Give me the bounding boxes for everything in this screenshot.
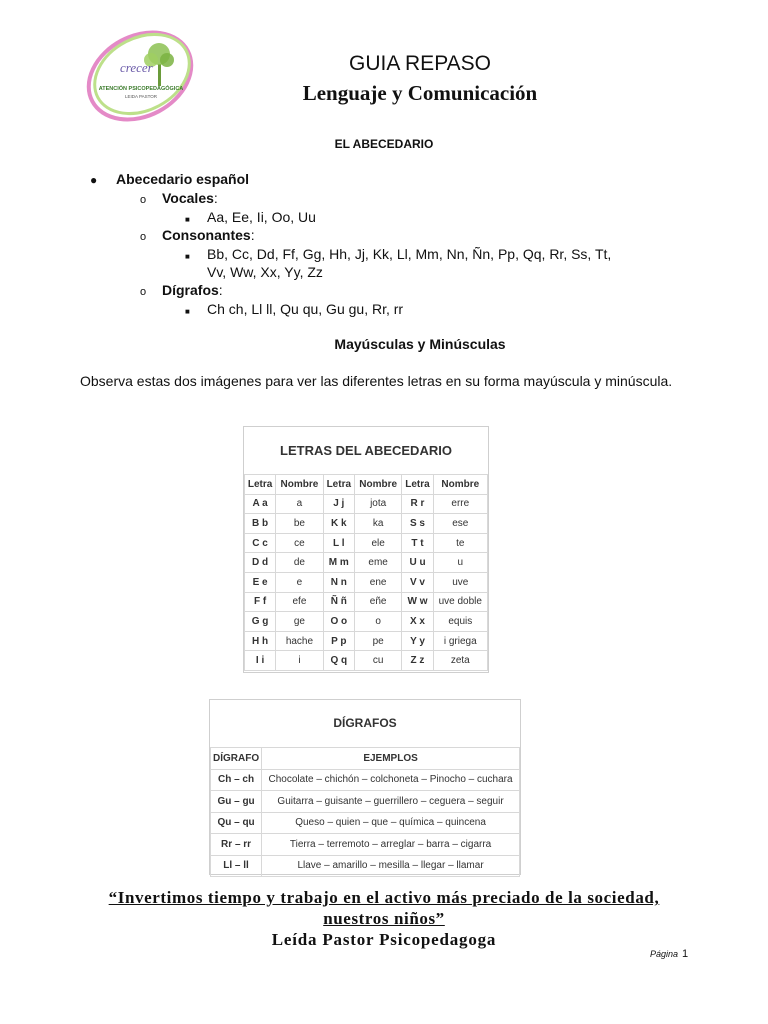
table-header: Letra [323, 475, 354, 495]
colon-text: : [213, 190, 218, 206]
bullet-square-icon: ■ [185, 307, 190, 316]
vocales-label: Vocales [162, 190, 214, 206]
table-cell: Queso – quien – que – química – quincena [262, 812, 520, 834]
outline-item-main [90, 170, 250, 189]
table-cell: a [276, 494, 324, 514]
table-row [245, 553, 488, 573]
table-row [211, 791, 520, 813]
table-cell: hache [276, 631, 324, 651]
table-cell: Chocolate – chichón – colchoneta – Pinocho – cuchara [262, 769, 520, 791]
table-cell: H h [245, 631, 276, 651]
table-cell: Llave – amarillo – mesilla – llegar – llamar [262, 855, 520, 877]
table-cell: equis [433, 612, 487, 632]
table-cell: ene [354, 572, 402, 592]
table-row [245, 612, 488, 632]
table-header: DÍGRAFO [211, 748, 262, 770]
table-cell: erre [433, 494, 487, 514]
table-cell: Ll – ll [211, 855, 262, 877]
table-row [245, 514, 488, 534]
table-cell: C c [245, 533, 276, 553]
colon-text: : [250, 227, 255, 243]
table-cell: uve [433, 572, 487, 592]
table-cell: Rr – rr [211, 834, 262, 856]
table-cell: Z z [402, 651, 433, 671]
table-row [245, 494, 488, 514]
table-row [245, 533, 488, 553]
outline-item-digrafos [140, 281, 223, 301]
page-label: Página [650, 949, 679, 959]
table-cell: B b [245, 514, 276, 534]
table-row [245, 631, 488, 651]
page-subtitle: Lenguaje y Comunicación [302, 81, 538, 105]
table-cell: J j [323, 494, 354, 514]
table-cell: ele [354, 533, 402, 553]
bullet-circle-icon: o [140, 194, 147, 206]
table-header: Letra [402, 475, 433, 495]
table-cell: E e [245, 572, 276, 592]
table-row [211, 812, 520, 834]
table-cell: Y y [402, 631, 433, 651]
outline-main-label: Abecedario español [116, 171, 250, 187]
table-cell: de [276, 553, 324, 573]
quote-line2: nuestros niños” [323, 909, 445, 928]
table-header: Nombre [433, 475, 487, 495]
table-row [211, 855, 520, 877]
table-cell: i [276, 651, 324, 671]
alphabet-table-title: LETRAS DEL ABECEDARIO [280, 443, 452, 458]
table-cell: cu [354, 651, 402, 671]
table-cell: Q q [323, 651, 354, 671]
digraphs-table-grid [210, 747, 520, 877]
table-cell: O o [323, 612, 354, 632]
quote-line1: “Invertimos tiempo y trabajo en el activo más preciado de la sociedad, [108, 888, 660, 907]
table-cell: ka [354, 514, 402, 534]
digrafos-items: Ch ch, Ll ll, Qu qu, Gu gu, Rr, rr [207, 301, 404, 317]
table-cell: pe [354, 631, 402, 651]
section-title: EL ABECEDARIO [334, 137, 434, 151]
logo-word: crecer [120, 60, 153, 75]
vocales-items: Aa, Ee, Ii, Oo, Uu [207, 209, 316, 225]
table-header: Nombre [276, 475, 324, 495]
table-cell: eme [354, 553, 402, 573]
bullet-disc-icon: ● [90, 173, 98, 187]
table-cell: V v [402, 572, 433, 592]
bullet-circle-icon: o [140, 286, 147, 298]
table-cell: ce [276, 533, 324, 553]
table-cell: ge [276, 612, 324, 632]
logo-line1: ATENCIÓN PSICOPEDAGÓGICA [98, 86, 184, 92]
table-row [211, 769, 520, 791]
intro-paragraph: Observa estas dos imágenes para ver las diferentes letras en su forma mayúscula y minúscula. [80, 373, 673, 389]
subheading: Mayúsculas y Minúsculas [334, 336, 506, 352]
table-cell: i griega [433, 631, 487, 651]
table-cell: Gu – gu [211, 791, 262, 813]
table-cell: Tierra – terremoto – arreglar – barra – cigarra [262, 834, 520, 856]
table-cell: X x [402, 612, 433, 632]
table-cell: S s [402, 514, 433, 534]
digrafos-label: Dígrafos [162, 282, 219, 298]
alphabet-table-grid [244, 474, 488, 671]
colon-text: : [218, 282, 223, 298]
table-cell: A a [245, 494, 276, 514]
table-cell: Guitarra – guisante – guerrillero – ceguera – seguir [262, 791, 520, 813]
table-cell: F f [245, 592, 276, 612]
table-cell: I i [245, 651, 276, 671]
table-cell: M m [323, 553, 354, 573]
bullet-circle-icon: o [140, 231, 147, 243]
table-row [245, 592, 488, 612]
table-cell: D d [245, 553, 276, 573]
table-cell: te [433, 533, 487, 553]
table-cell: L l [323, 533, 354, 553]
table-row [245, 572, 488, 592]
table-cell: u [433, 553, 487, 573]
table-header: Nombre [354, 475, 402, 495]
page-number-value: 1 [682, 948, 689, 960]
logo-line2: LEIDA PASTOR [124, 94, 158, 99]
table-cell: ese [433, 514, 487, 534]
outline-subitem-digrafos [185, 300, 404, 321]
table-row [211, 834, 520, 856]
table-cell: be [276, 514, 324, 534]
table-cell: P p [323, 631, 354, 651]
page-number [650, 948, 688, 960]
table-cell: uve doble [433, 592, 487, 612]
table-cell: Ñ ñ [323, 592, 354, 612]
table-cell: W w [402, 592, 433, 612]
bullet-square-icon: ■ [185, 252, 190, 261]
table-cell: Qu – qu [211, 812, 262, 834]
alphabet-table [243, 426, 489, 673]
table-cell: Ch – ch [211, 769, 262, 791]
digraphs-table-title: DÍGRAFOS [333, 716, 397, 730]
consonantes-items-line2: Vv, Ww, Xx, Yy, Zz [207, 264, 323, 280]
table-cell: eñe [354, 592, 402, 612]
table-cell: G g [245, 612, 276, 632]
outline-item-consonantes [140, 226, 255, 246]
table-cell: N n [323, 572, 354, 592]
table-header: Letra [245, 475, 276, 495]
consonantes-label: Consonantes [162, 227, 251, 243]
table-cell: U u [402, 553, 433, 573]
outline-subitem-consonantes [185, 245, 612, 266]
table-cell: R r [402, 494, 433, 514]
table-cell: jota [354, 494, 402, 514]
page-title: GUIA REPASO [349, 52, 491, 75]
table-cell: o [354, 612, 402, 632]
table-cell: efe [276, 592, 324, 612]
digraphs-table [209, 699, 521, 875]
table-cell: zeta [433, 651, 487, 671]
quote-author: Leída Pastor Psicopedagoga [271, 930, 497, 949]
table-cell: e [276, 572, 324, 592]
bullet-square-icon: ■ [185, 215, 190, 224]
table-header: EJEMPLOS [262, 748, 520, 770]
outline-item-vocales [140, 189, 218, 209]
quote [0, 887, 768, 929]
table-cell: T t [402, 533, 433, 553]
consonantes-items-line1: Bb, Cc, Dd, Ff, Gg, Hh, Jj, Kk, Ll, Mm, Nn, Ñn, Pp, Qq, Rr, Ss, Tt, [207, 246, 612, 262]
table-cell: K k [323, 514, 354, 534]
table-row [245, 651, 488, 671]
